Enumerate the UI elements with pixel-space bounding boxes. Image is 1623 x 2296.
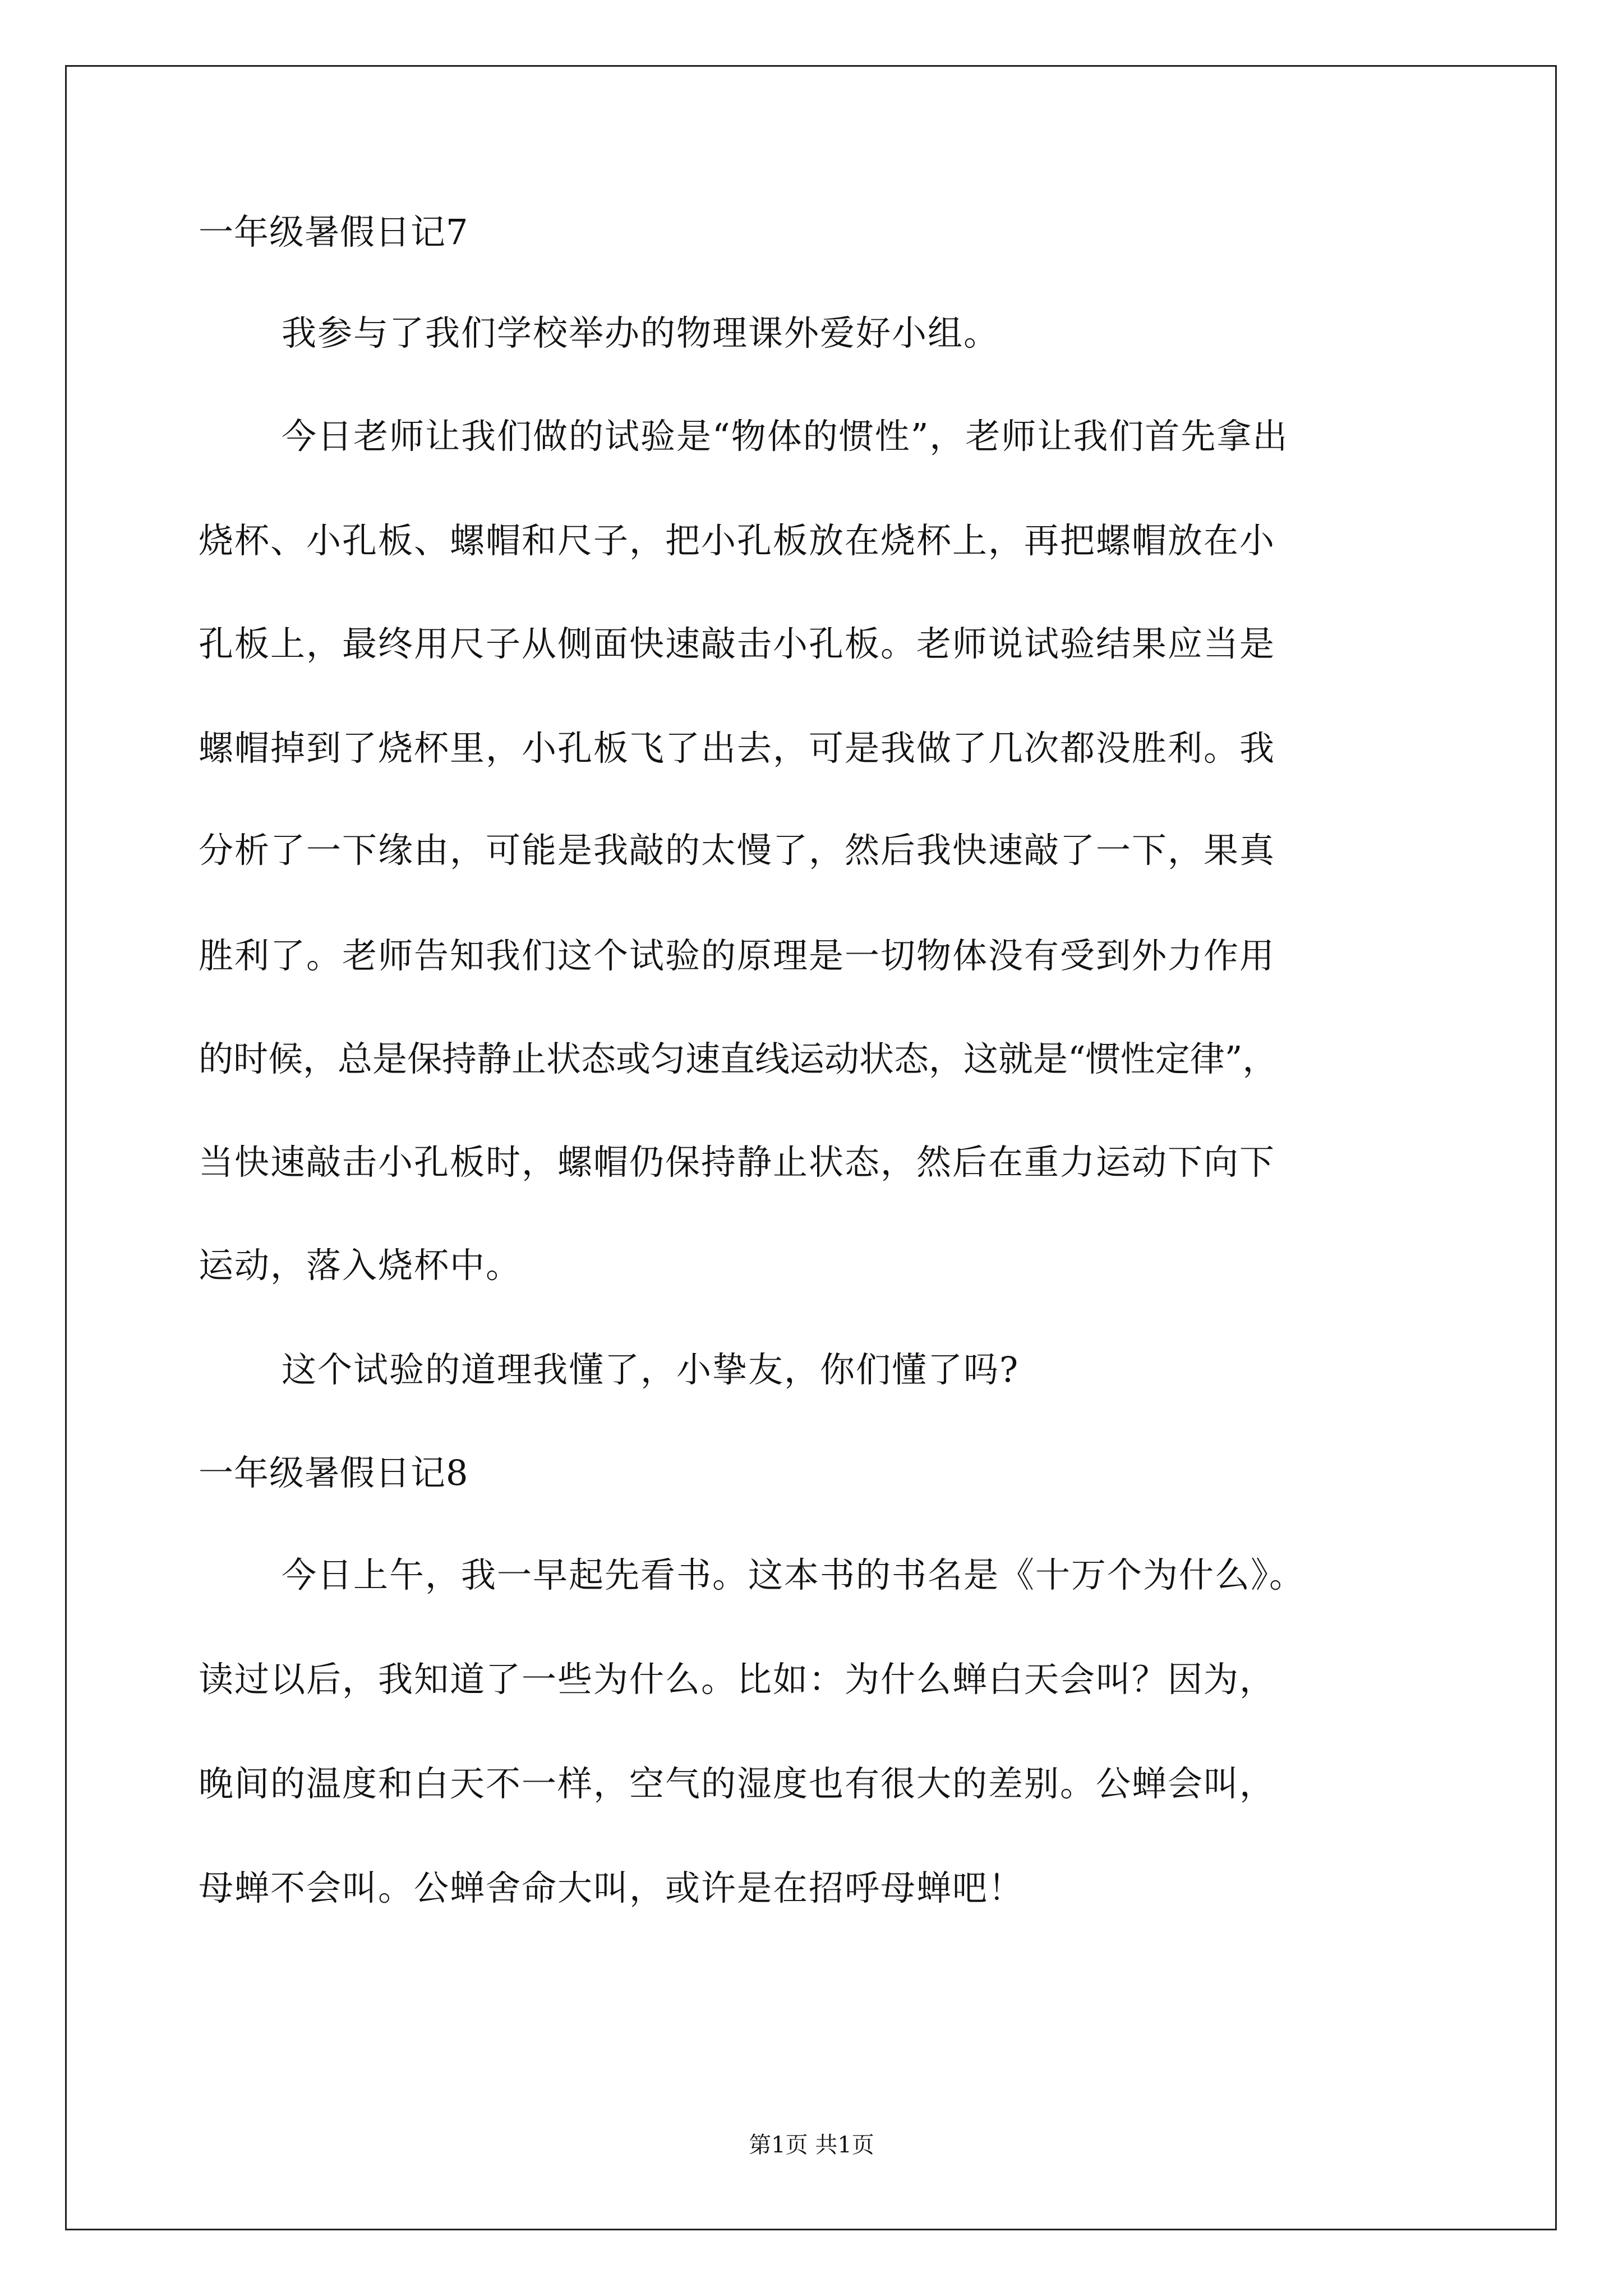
diary8-paragraph-1-line: 晚间的温度和白天不一样，空气的湿度也有很大的差别。公蝉会叫， xyxy=(199,1763,1276,1804)
diary7-paragraph-2-line: 分析了一下缘由，可能是我敲的太慢了，然后我快速敲了一下，果真 xyxy=(199,830,1276,871)
page-footer: 第1页 共1页 xyxy=(749,2132,874,2158)
diary7-paragraph-1: 我参与了我们学校举办的物理课外爱好小组。 xyxy=(282,312,1000,353)
diary8-paragraph-1-line: 今日上午，我一早起先看书。这本书的书名是《十万个为什么》。 xyxy=(282,1554,1306,1595)
diary7-paragraph-2-line: 当快速敲击小孔板时，螺帽仍保持静止状态，然后在重力运动下向下 xyxy=(199,1142,1276,1182)
diary7-paragraph-2-line: 烧杯、小孔板、螺帽和尺子，把小孔板放在烧杯上，再把螺帽放在小 xyxy=(199,520,1276,561)
diary7-paragraph-2-line: 螺帽掉到了烧杯里，小孔板飞了出去，可是我做了几次都没胜利。我 xyxy=(199,728,1276,769)
diary7-paragraph-2-line: 孔板上，最终用尺子从侧面快速敲击小孔板。老师说试验结果应当是 xyxy=(199,623,1276,664)
diary7-paragraph-2-line: 胜利了。老师告知我们这个试验的原理是一切物体没有受到外力作用 xyxy=(199,935,1276,976)
diary7-paragraph-2-line: 今日老师让我们做的试验是“物体的惯性”，老师让我们首先拿出 xyxy=(282,416,1289,457)
diary8-paragraph-1-line: 读过以后，我知道了一些为什么。比如：为什么蝉白天会叫？因为， xyxy=(199,1659,1276,1700)
diary7-paragraph-2-line: 运动，落入烧杯中。 xyxy=(199,1245,522,1286)
diary7-paragraph-3: 这个试验的道理我懂了，小挚友，你们懂了吗? xyxy=(282,1349,1020,1390)
diary8-paragraph-1-line: 母蝉不会叫。公蝉舍命大叫，或许是在招呼母蝉吧！ xyxy=(199,1867,1025,1908)
diary7-paragraph-2-line: 的时候，总是保持静止状态或匀速直线运动状态，这就是“惯性定律”， xyxy=(199,1038,1278,1079)
diary8-title: 一年级暑假日记8 xyxy=(199,1452,469,1493)
diary7-title: 一年级暑假日记7 xyxy=(199,211,469,252)
